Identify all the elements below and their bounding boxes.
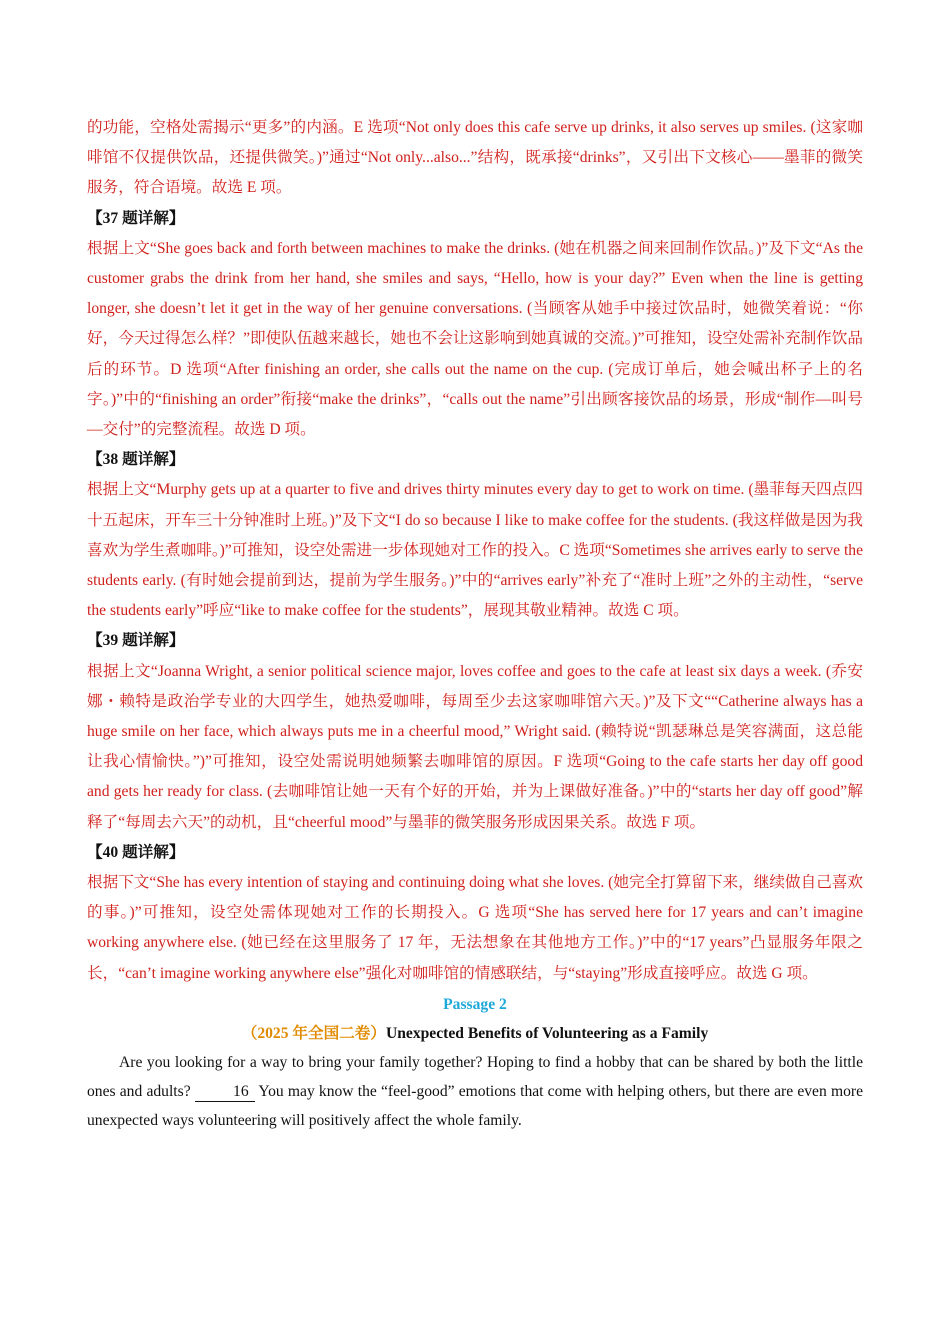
section-39	[87, 626, 863, 837]
section-heading: 【39 题详解】	[87, 632, 185, 650]
section-body: 根据上文“Murphy gets up at a quarter to five and drives thirty minutes every day to get to work on time. (墨菲每天四点四十五起床，开车三十分钟准时上班。)”及下文“I do so because I like to make coffee for the students. (我这样做是因为我喜欢为学生煮咖啡。)”可推知，设空处需进一步体现她对工作的投入。C 选项“Sometimes she arrives early to serve the students early. (有时她会提前到达，提前为学生服务。)”中的“arrives early”补充了“准时上班”之外的主动性，“serve the students early”呼应“like to make coffee for the students”，展现其敬业精神。故选 C 项。	[87, 481, 863, 620]
section-body: 根据下文“She has every intention of staying and continuing doing what she loves. (她完全打算留下来，继续做自己喜欢的事。)”可推知，设空处需体现她对工作的长期投入。G 选项“She has served here for 17 years and can’t imagine working anywhere else. (她已经在这里服务了 17 年，无法想象在其他地方工作。)”中的“17 years”凸显服务年限之长，“can’t imagine working anywhere else”强化对咖啡馆的情感联结，与“staying”形成直接呼应。故选 G 项。	[87, 874, 863, 982]
passage-text-after: You may know the “feel-good” emotions that come with helping others, but there are even more unexpected ways volunteering will positively affect the whole family.	[87, 1082, 863, 1129]
passage-title	[87, 1019, 863, 1048]
section-heading: 【40 题详解】	[87, 843, 185, 861]
passage-source: （2025 年全国二卷）	[241, 1024, 386, 1042]
document-page	[87, 113, 863, 1135]
passage-text-before: Are you looking for a way to bring your family together? Hoping to find a hobby that can be shared by both the little ones and adults?	[87, 1053, 863, 1100]
section-body: 根据上文“Joanna Wright, a senior political science major, loves coffee and goes to the cafe at least six days a week. (乔安娜・赖特是政治学专业的大四学生，她热爱咖啡，每周至少去这家咖啡馆六天。)”及下文““Catherine always has a huge smile on her face, which always puts me in a cheerful mood,” Wright said. (赖特说“凯瑟琳总是笑容满面，这总能让我心情愉快。”)”可推知，设空处需说明她频繁去咖啡馆的原因。F 选项“Going to the cafe starts her day off good and gets her ready for class. (去咖啡馆让她一天有个好的开始，并为上课做好准备。)”中的“starts her day off good”解释了“每周去六天”的动机，且“cheerful mood”与墨菲的微笑服务形成因果关系。故选 F 项。	[87, 662, 863, 831]
passage-title-text: Unexpected Benefits of Volunteering as a Family	[385, 1024, 709, 1042]
section-40	[87, 838, 863, 989]
section-heading: 【37 题详解】	[87, 209, 185, 227]
section-body: 根据上文“She goes back and forth between machines to make the drinks. (她在机器之间来回制作饮品。)”及下文“As the customer grabs the drink from her hand, she smiles and says, “Hello, how is your day?” Even when the line is getting longer, she doesn’t let it get in the way of her genuine conversations. (当顾客从她手中接过饮品时，她微笑着说：“你好，今天过得怎么样？”即使队伍越来越长，她也不会让这影响到她真诚的交流。)”可推知，设空处需补充制作饮品后的环节。D 选项“After finishing an order, she calls out the name on the cup. (完成订单后，她会喊出杯子上的名字。)”中的“finishing an order”衔接“make the drinks”，“calls out the name”引出顾客接饮品的场景，形成“制作—叫号—交付”的完整流程。故选 D 项。	[87, 239, 863, 439]
section-heading: 【38 题详解】	[87, 451, 185, 469]
intro-paragraph: 的功能，空格处需揭示“更多”的内涵。E 选项“Not only does this cafe serve up drinks, it also serves up smiles. (这家咖啡馆不仅提供饮品，还提供微笑。)”通过“Not only...also...”结构，既承接“drinks”，又引出下文核心——墨菲的微笑服务，符合语境。故选 E 项。	[87, 119, 863, 197]
section-38	[87, 445, 863, 626]
passage-label: Passage 2	[443, 995, 507, 1013]
passage-paragraph	[87, 1048, 863, 1135]
answer-blank-16: 16	[195, 1083, 255, 1102]
section-37	[87, 204, 863, 446]
